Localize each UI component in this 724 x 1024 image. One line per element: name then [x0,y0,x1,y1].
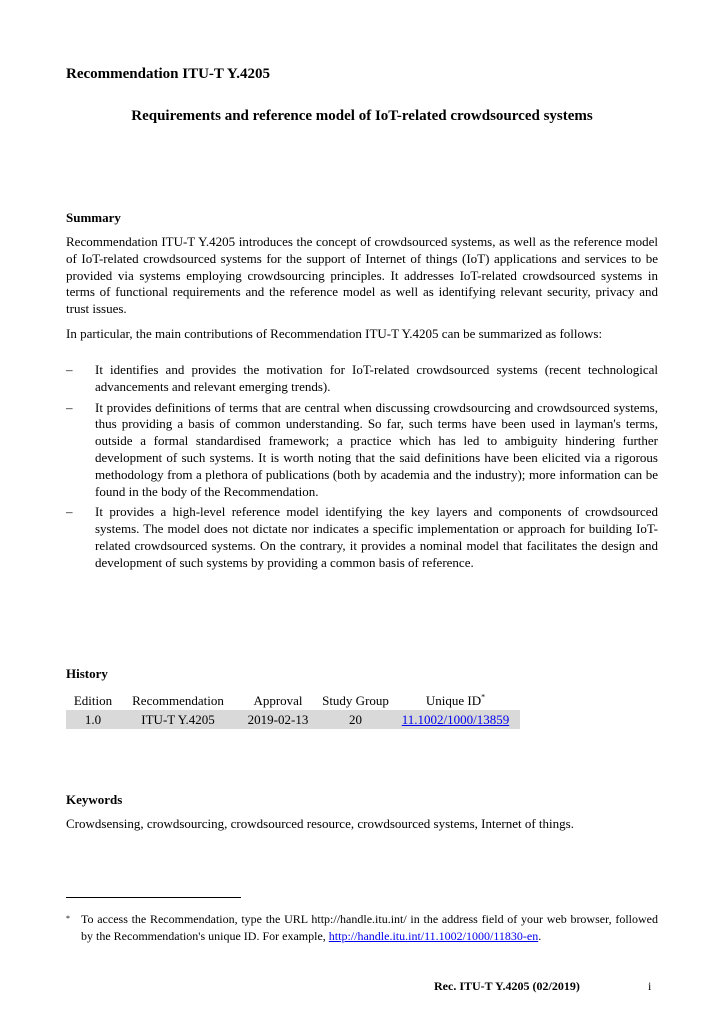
summary-heading: Summary [66,210,121,225]
bullet-text: It identifies and provides the motivation for IoT-related crowdsourced systems (recent technological advancements and relevant emerging trends). [95,362,658,394]
example-link[interactable]: http://handle.itu.int/11.1002/1000/11830-en [328,928,539,943]
unique-id-link[interactable]: 11.1002/1000/13859 [401,711,510,727]
column-header-recommendation: Recommendation [132,692,224,708]
study-group-cell: 20 [320,710,391,729]
list-item [66,504,658,571]
recommendation-cell: ITU-T Y.4205 [120,710,236,729]
approval-cell: 2019-02-13 [236,710,320,729]
table-header-row [66,691,520,710]
bullet-dash: – [66,504,73,520]
footnote-marker: * [66,914,70,923]
footnote-text-before: To access the Recommendation, type the URL http://handle.itu.int/ in the address field of your web browser, followed by the Recommendation's unique ID. For example, [81,912,658,943]
bullet-text: It provides a high-level reference model identifying the key layers and components of crowdsourced systems. The model does not dictate nor indicates a specific implementation or approach for building IoT-related crowdsourced systems. On the contrary, it provides a nominal model that facilitates the design and development of such systems by providing a common basis of reference. [95,504,658,570]
column-header-approval: Approval [253,692,303,708]
column-header-study-group: Study Group [322,692,389,708]
list-item [66,400,658,501]
history-table [66,691,520,729]
contributions-list [66,362,658,576]
document-title: Requirements and reference model of IoT-related crowdsourced systems [131,108,593,124]
column-header-edition: Edition [73,692,113,708]
column-header-unique-id [391,691,520,710]
page-number: i [648,979,652,993]
bullet-dash: – [66,399,73,415]
recommendation-label: Recommendation ITU-T Y.4205 [66,66,271,82]
unique-id-cell [391,710,520,729]
summary-paragraph: Recommendation ITU-T Y.4205 introduces the concept of crowdsourced systems, as well as the reference model of IoT-related crowdsourced systems for the support of Internet of things (IoT) applications and services to be provided via systems employing crowdsourcing principles. It addresses IoT-related crowdsourced systems in terms of functional requirements and the reference model as well as identifying relevant security, privacy and trust issues. [66,234,658,317]
footnote-divider [66,897,241,898]
bullet-text: It provides definitions of terms that are central when discussing crowdsourcing and crowdsourced systems, thus providing a basis of common understanding. So far, such terms have been used in layman's terms, outside a formal standardised framework; a practice which has led to ambiguity hindering further development of such systems. It is worth noting that the said definitions have been elicited via a rigorous methodology from a plethora of publications (both by academia and the industry); more information can be found in the body of the Recommendation. [95,399,658,499]
keywords-text: Crowdsensing, crowdsourcing, crowdsourced resource, crowdsourced systems, Internet of things. [66,816,574,831]
footnote-text [66,911,658,944]
footnote-marker: * [481,692,486,702]
footnote-text-after: . [538,928,542,943]
table-row [66,710,520,729]
history-heading: History [66,666,108,681]
keywords-heading: Keywords [66,792,123,807]
edition-cell: 1.0 [66,710,120,729]
footer-label: Rec. ITU-T Y.4205 (02/2019) [434,979,580,993]
unique-id-label: Unique ID [425,692,482,708]
summary-intro-paragraph: In particular, the main contributions of Recommendation ITU-T Y.4205 can be summarized as follows: [66,326,603,341]
bullet-dash: – [66,362,73,377]
footnote [66,911,658,944]
list-item [66,362,658,396]
